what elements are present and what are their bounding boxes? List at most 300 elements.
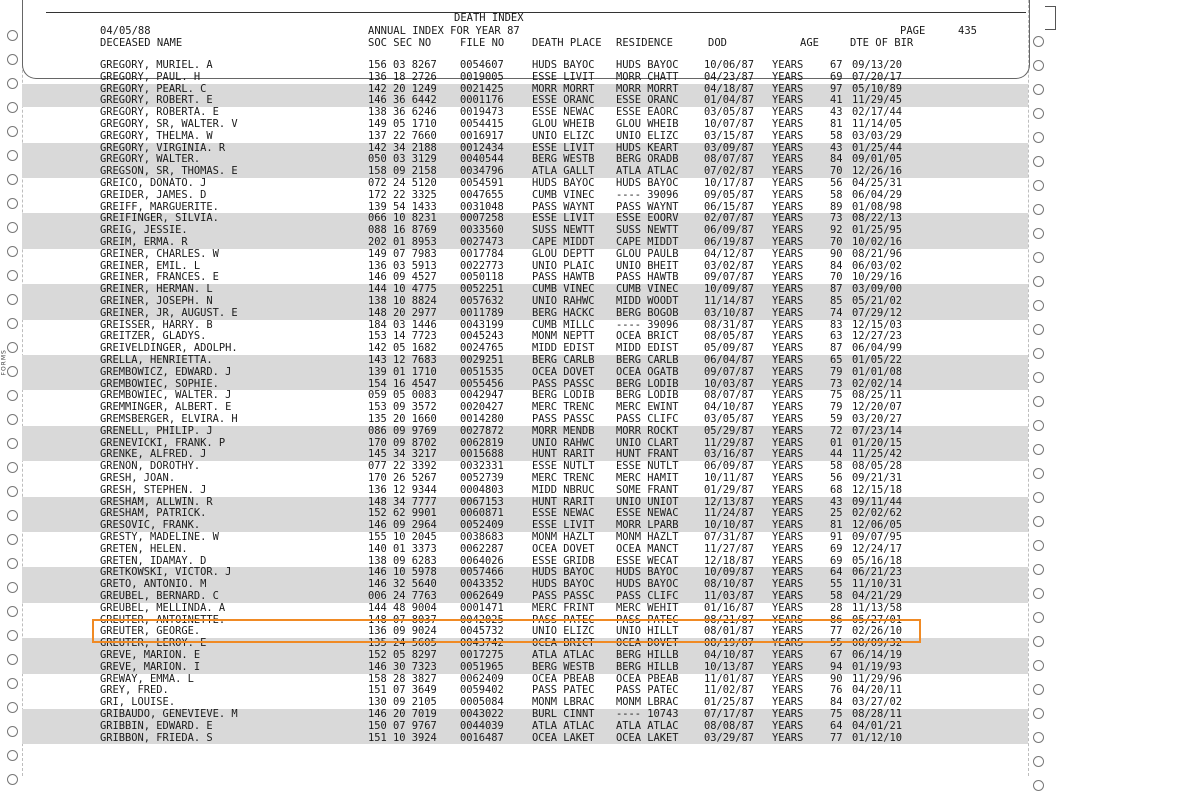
record-dod: 05/09/87 (704, 342, 755, 355)
record-res: ---- 10743 (616, 708, 679, 720)
record-file: 0051535 (460, 365, 504, 378)
record-dp: CAPE MIDDT (532, 236, 595, 248)
record-dob: 11/13/58 (852, 601, 903, 614)
record-age: 69 (830, 70, 843, 83)
record-dob: 06/04/99 (852, 342, 903, 355)
record-ssn: 142 05 1682 (368, 342, 437, 355)
record-ssn: 149 07 7983 (368, 247, 437, 260)
record-dob: 03/09/00 (852, 283, 903, 296)
record-dod: 08/07/87 (704, 153, 755, 166)
record-dob: 12/26/16 (852, 165, 903, 178)
record-age: 84 (830, 259, 843, 272)
record-row (22, 426, 1028, 438)
tractor-hole-left (7, 54, 18, 65)
record-file: 0027872 (460, 424, 504, 437)
record-row (22, 72, 1028, 84)
record-file: 0044039 (460, 719, 504, 732)
record-name: GREUTER, LEROY. E (100, 637, 207, 650)
record-dod: 06/09/87 (704, 460, 755, 473)
record-file: 0052409 (460, 519, 504, 532)
record-dob: 10/29/16 (852, 271, 903, 284)
record-dob: 01/19/93 (852, 660, 903, 673)
record-row (22, 308, 1028, 320)
record-unit: YEARS (772, 129, 804, 142)
record-name: GRIBBIN, EDWARD. E (100, 719, 213, 732)
record-res: UNIO CLART (616, 436, 679, 449)
record-file: 0060871 (460, 507, 504, 520)
record-ssn: 138 36 6246 (368, 106, 437, 119)
side-label: FORMS (0, 349, 8, 376)
tractor-hole-right (1033, 756, 1044, 767)
record-unit: YEARS (772, 306, 804, 319)
record-file: 0057466 (460, 566, 504, 579)
record-file: 0016487 (460, 731, 504, 744)
record-row (22, 662, 1028, 674)
report-title: DEATH INDEX (454, 12, 524, 24)
record-res: MONM HAZLT (616, 531, 679, 543)
record-dod: 08/19/87 (704, 637, 755, 650)
record-file: 0020427 (460, 401, 504, 414)
record-unit: YEARS (772, 660, 804, 673)
record-file: 0011789 (460, 306, 504, 319)
record-dob: 04/21/29 (852, 590, 903, 602)
record-dp: BERG WESTB (532, 660, 595, 673)
record-ssn: 146 10 5978 (368, 566, 437, 579)
tractor-hole-left (7, 198, 18, 209)
record-dod: 11/02/87 (704, 684, 755, 697)
record-dob: 02/02/62 (852, 507, 903, 520)
record-age: 64 (830, 719, 843, 732)
tractor-hole-right (1033, 228, 1044, 239)
record-file: 0052739 (460, 472, 504, 484)
tractor-hole-right (1033, 444, 1044, 455)
record-file: 0059402 (460, 684, 504, 697)
record-unit: YEARS (772, 200, 804, 213)
record-ssn: 148 34 7777 (368, 495, 437, 508)
tractor-hole-right (1033, 372, 1044, 383)
record-unit: YEARS (772, 82, 804, 95)
record-age: 58 (830, 129, 843, 142)
record-unit: YEARS (772, 708, 804, 720)
record-unit: YEARS (772, 542, 804, 555)
record-unit: YEARS (772, 590, 804, 602)
tractor-hole-left (7, 366, 18, 377)
record-dp: CUMB VINEC (532, 283, 595, 296)
record-name: GRETEN, HELEN. (100, 542, 188, 555)
record-ssn: 156 03 8267 (368, 59, 437, 71)
record-name: GREUBEL, MELLINDA. A (100, 601, 226, 614)
tractor-hole-right (1033, 84, 1044, 95)
tractor-hole-left (7, 318, 18, 329)
tractor-hole-right (1033, 684, 1044, 695)
record-unit: YEARS (772, 625, 804, 638)
record-dp: UNIO PLAIC (532, 259, 595, 272)
record-dp: GLOU DEPTT (532, 247, 595, 260)
record-age: 84 (830, 696, 843, 709)
record-name: GRENKE, ALFRED. J (100, 448, 207, 461)
record-name: GREGORY, VIRGINIA. R (100, 141, 226, 154)
record-name: GRENELL, PHILIP. J (100, 424, 213, 437)
record-dod: 06/19/87 (704, 236, 755, 248)
record-dob: 12/27/23 (852, 330, 903, 343)
record-name: GRETO, ANTONIO. M (100, 578, 207, 591)
tractor-hole-right (1033, 132, 1044, 143)
record-dp: MIDD EDIST (532, 342, 595, 355)
record-name: GREMBOWICZ, EDWARD. J (100, 365, 232, 378)
record-age: 63 (830, 330, 843, 343)
record-file: 0031048 (460, 200, 504, 213)
record-file: 0045243 (460, 330, 504, 343)
record-unit: YEARS (772, 472, 804, 484)
record-unit: YEARS (772, 330, 804, 343)
record-age: 58 (830, 590, 843, 602)
tractor-hole-left (7, 102, 18, 113)
record-file: 0017784 (460, 247, 504, 260)
record-dp: PASS PATEC (532, 684, 595, 697)
record-dob: 01/12/10 (852, 731, 903, 744)
record-dob: 08/05/28 (852, 460, 903, 473)
record-unit: YEARS (772, 165, 804, 178)
record-res: PASS CLIFC (616, 590, 679, 602)
record-unit: YEARS (772, 696, 804, 709)
record-unit: YEARS (772, 212, 804, 225)
record-age: 69 (830, 542, 843, 555)
record-name: GREINER, EMIL. L (100, 259, 201, 272)
record-name: GREINER, HERMAN. L (100, 283, 213, 296)
record-dob: 09/13/20 (852, 59, 903, 71)
record-unit: YEARS (772, 613, 804, 626)
record-file: 0016917 (460, 129, 504, 142)
tractor-hole-right (1033, 660, 1044, 671)
record-dod: 03/16/87 (704, 448, 755, 461)
record-dp: MORR MORRT (532, 82, 595, 95)
page-number: 435 (958, 25, 977, 37)
record-res: ESSE ORANC (616, 94, 679, 107)
record-ssn: 135 24 5605 (368, 637, 437, 650)
record-dob: 12/15/18 (852, 483, 903, 496)
record-dp: HUNT RARIT (532, 448, 595, 461)
record-file: 0014280 (460, 413, 504, 425)
record-dob: 11/25/42 (852, 448, 903, 461)
record-ssn: 066 10 8231 (368, 212, 437, 225)
record-file: 0043022 (460, 708, 504, 720)
record-dod: 06/15/87 (704, 200, 755, 213)
record-row (22, 544, 1028, 556)
record-dob: 04/20/11 (852, 684, 903, 697)
record-name: GRESHAM, PATRICK. (100, 507, 207, 520)
title-rule (46, 12, 1026, 13)
tractor-hole-right (1033, 348, 1044, 359)
tractor-hole-right (1033, 468, 1044, 479)
record-unit: YEARS (772, 401, 804, 414)
record-age: 67 (830, 649, 843, 661)
record-age: 81 (830, 118, 843, 130)
record-name: GREIM, ERMA. R (100, 236, 188, 248)
record-row (22, 367, 1028, 379)
record-dod: 10/09/87 (704, 566, 755, 579)
record-dod: 10/11/87 (704, 472, 755, 484)
record-age: 70 (830, 236, 843, 248)
record-file: 0015688 (460, 448, 504, 461)
record-res: SUSS NEWTT (616, 224, 679, 237)
record-ssn: 146 09 2964 (368, 519, 437, 532)
record-file: 0032331 (460, 460, 504, 473)
record-unit: YEARS (772, 153, 804, 166)
record-dob: 07/23/14 (852, 424, 903, 437)
record-dod: 11/14/87 (704, 295, 755, 307)
record-dod: 11/01/87 (704, 672, 755, 685)
record-dp: BERG WESTB (532, 153, 595, 166)
record-dod: 04/10/87 (704, 401, 755, 414)
record-age: 73 (830, 212, 843, 225)
record-name: GRENEVICKI, FRANK. P (100, 436, 226, 449)
record-unit: YEARS (772, 188, 804, 201)
record-ssn: 142 34 2188 (368, 141, 437, 154)
record-name: GREMMINGER, ALBERT. E (100, 401, 232, 414)
record-name: GRESHAM, ALLWIN. R (100, 495, 213, 508)
record-dp: HUDS BAYOC (532, 566, 595, 579)
record-unit: YEARS (772, 424, 804, 437)
record-file: 0005084 (460, 696, 504, 709)
record-res: ESSE EOORV (616, 212, 679, 225)
record-name: GREIVELDINGER, ADOLPH. (100, 342, 238, 355)
tractor-hole-left (7, 630, 18, 641)
record-dob: 12/20/07 (852, 401, 903, 414)
record-res: OCEA MANCT (616, 542, 679, 555)
record-unit: YEARS (772, 719, 804, 732)
record-dp: HUDS BAYOC (532, 59, 595, 71)
record-dob: 05/16/18 (852, 554, 903, 567)
record-dod: 08/05/87 (704, 330, 755, 343)
record-name: GRESH, JOAN. (100, 472, 176, 484)
record-res: UNIO UNIOT (616, 495, 679, 508)
record-ssn: 006 24 7763 (368, 590, 437, 602)
record-dob: 03/03/29 (852, 129, 903, 142)
record-dod: 08/21/87 (704, 613, 755, 626)
record-res: SOME FRANT (616, 483, 679, 496)
tractor-hole-left (7, 534, 18, 545)
record-res: BERG ORADB (616, 153, 679, 166)
record-dp: CUMB VINEC (532, 188, 595, 201)
record-unit: YEARS (772, 519, 804, 532)
record-ssn: 146 09 4527 (368, 271, 437, 284)
record-dp: ESSE NEWAC (532, 507, 595, 520)
page-label: PAGE (900, 25, 926, 37)
record-file: 0047655 (460, 188, 504, 201)
record-unit: YEARS (772, 448, 804, 461)
record-age: 87 (830, 283, 843, 296)
record-file: 0027473 (460, 236, 504, 248)
record-name: GREGORY, SR, WALTER. V (100, 118, 238, 130)
record-age: 44 (830, 448, 843, 461)
record-unit: YEARS (772, 460, 804, 473)
record-dp: OCEA LAKET (532, 731, 595, 744)
record-dob: 12/06/05 (852, 519, 903, 532)
record-res: ESSE EAORC (616, 106, 679, 119)
record-file: 0019473 (460, 106, 504, 119)
record-file: 0055456 (460, 377, 504, 390)
record-ssn: 137 22 7660 (368, 129, 437, 142)
record-dob: 05/10/89 (852, 82, 903, 95)
record-dob: 09/01/05 (852, 153, 903, 166)
record-file: 0034796 (460, 165, 504, 178)
record-age: 59 (830, 413, 843, 425)
record-res: MERC EWINT (616, 401, 679, 414)
tractor-hole-left (7, 270, 18, 281)
record-dod: 01/25/87 (704, 696, 755, 709)
record-ssn: 139 54 1433 (368, 200, 437, 213)
record-ssn: 150 07 9767 (368, 719, 437, 732)
tractor-hole-left (7, 78, 18, 89)
record-dod: 08/01/87 (704, 625, 755, 638)
record-ssn: 050 03 3129 (368, 153, 437, 166)
record-age: 41 (830, 94, 843, 107)
record-file: 0062287 (460, 542, 504, 555)
record-dod: 11/29/87 (704, 436, 755, 449)
tractor-hole-left (7, 174, 18, 185)
col-header-name: DECEASED NAME (100, 37, 183, 49)
record-dob: 11/29/45 (852, 94, 903, 107)
record-dob: 04/25/31 (852, 177, 903, 189)
record-dp: PASS PASSC (532, 413, 595, 425)
record-age: 25 (830, 507, 843, 520)
record-ssn: 144 48 9004 (368, 601, 437, 614)
record-age: 43 (830, 106, 843, 119)
record-res: MORR CHATT (616, 70, 679, 83)
record-file: 0040544 (460, 153, 504, 166)
record-dod: 07/17/87 (704, 708, 755, 720)
record-dob: 08/09/32 (852, 637, 903, 650)
record-res: ---- 39096 (616, 318, 679, 331)
record-dp: HUNT RARIT (532, 495, 595, 508)
record-dob: 09/21/31 (852, 472, 903, 484)
record-res: ---- 39096 (616, 188, 679, 201)
record-ssn: 184 03 1446 (368, 318, 437, 331)
tractor-hole-right (1033, 708, 1044, 719)
record-name: GREIFINGER, SILVIA. (100, 212, 219, 225)
record-name: GREMBOWIEC, WALTER. J (100, 389, 232, 402)
record-dod: 07/31/87 (704, 531, 755, 543)
tractor-hole-left (7, 126, 18, 137)
report-subtitle: ANNUAL INDEX FOR YEAR 87 (368, 25, 520, 37)
record-dp: ATLA ATLAC (532, 649, 595, 661)
record-ssn: 148 07 8037 (368, 613, 437, 626)
record-dp: HUDS BAYOC (532, 578, 595, 591)
record-ssn: 139 01 1710 (368, 365, 437, 378)
record-name: GREUBEL, BERNARD. C (100, 590, 219, 602)
record-name: GREVE, MARION. E (100, 649, 201, 661)
record-name: GREGSON, SR, THOMAS. E (100, 165, 238, 178)
record-res: PASS PATEC (616, 684, 679, 697)
tractor-hole-right (1033, 324, 1044, 335)
tractor-hole-left (7, 654, 18, 665)
record-age: 70 (830, 271, 843, 284)
record-unit: YEARS (772, 436, 804, 449)
record-dod: 01/29/87 (704, 483, 755, 496)
record-unit: YEARS (772, 94, 804, 107)
record-name: GRENON, DOROTHY. (100, 460, 201, 473)
record-unit: YEARS (772, 141, 804, 154)
tractor-hole-left (7, 294, 18, 305)
record-res: MORR ROCKT (616, 424, 679, 437)
record-name: GRETKOWSKI, VICTOR. J (100, 566, 232, 579)
record-age: 58 (830, 460, 843, 473)
tractor-hole-left (7, 726, 18, 737)
record-name: GREICO, DONATO. J (100, 177, 207, 189)
record-dob: 01/05/22 (852, 354, 903, 366)
record-age: 94 (830, 660, 843, 673)
record-file: 0001176 (460, 94, 504, 107)
record-name: GREVE, MARION. I (100, 660, 201, 673)
record-dod: 05/29/87 (704, 424, 755, 437)
tractor-hole-right (1033, 108, 1044, 119)
record-ssn: 138 09 6283 (368, 554, 437, 567)
record-ssn: 135 20 1660 (368, 413, 437, 425)
record-res: PASS CLIFC (616, 413, 679, 425)
record-dp: ESSE NUTLT (532, 460, 595, 473)
record-dp: UNIO RAHWC (532, 436, 595, 449)
record-dp: PASS PASSC (532, 590, 595, 602)
record-unit: YEARS (772, 684, 804, 697)
record-age: 70 (830, 165, 843, 178)
tractor-hole-right (1033, 276, 1044, 287)
record-dod: 11/27/87 (704, 542, 755, 555)
record-unit: YEARS (772, 365, 804, 378)
record-dob: 08/28/11 (852, 708, 903, 720)
record-name: GREGORY, PEARL. C (100, 82, 207, 95)
record-dob: 09/07/95 (852, 531, 903, 543)
record-res: HUDS BAYOC (616, 566, 679, 579)
tractor-hole-right (1033, 60, 1044, 71)
record-name: GREGORY, WALTER. (100, 153, 201, 166)
record-unit: YEARS (772, 377, 804, 390)
record-ssn: 136 18 2726 (368, 70, 437, 83)
record-dob: 04/01/21 (852, 719, 903, 732)
record-age: 74 (830, 306, 843, 319)
record-file: 0042947 (460, 389, 504, 402)
record-dod: 03/09/87 (704, 141, 755, 154)
record-age: 01 (830, 436, 843, 449)
record-file: 0045732 (460, 625, 504, 638)
record-dod: 01/04/87 (704, 94, 755, 107)
record-dod: 03/05/87 (704, 413, 755, 425)
record-ssn: 144 10 4775 (368, 283, 437, 296)
record-res: MORR MORRT (616, 82, 679, 95)
record-dp: PASS HAWTB (532, 271, 595, 284)
record-ssn: 138 10 8824 (368, 295, 437, 307)
record-res: ATLA ATLAC (616, 719, 679, 732)
record-unit: YEARS (772, 354, 804, 366)
record-ssn: 142 20 1249 (368, 82, 437, 95)
tractor-hole-right (1033, 396, 1044, 407)
record-res: OCEA PBEAB (616, 672, 679, 685)
record-name: GREGORY, ROBERTA. E (100, 106, 219, 119)
record-age: 73 (830, 377, 843, 390)
record-dod: 03/05/87 (704, 106, 755, 119)
record-unit: YEARS (772, 413, 804, 425)
record-res: BERG LODIB (616, 377, 679, 390)
tractor-hole-left (7, 702, 18, 713)
tractor-hole-right (1033, 420, 1044, 431)
col-header-dob: DTE OF BIR (850, 37, 914, 49)
tractor-hole-left (7, 414, 18, 425)
tractor-hole-right (1033, 732, 1044, 743)
record-dod: 04/23/87 (704, 70, 755, 83)
record-age: 79 (830, 365, 843, 378)
record-row (22, 733, 1028, 745)
tractor-hole-left (7, 342, 18, 353)
tractor-hole-left (7, 678, 18, 689)
